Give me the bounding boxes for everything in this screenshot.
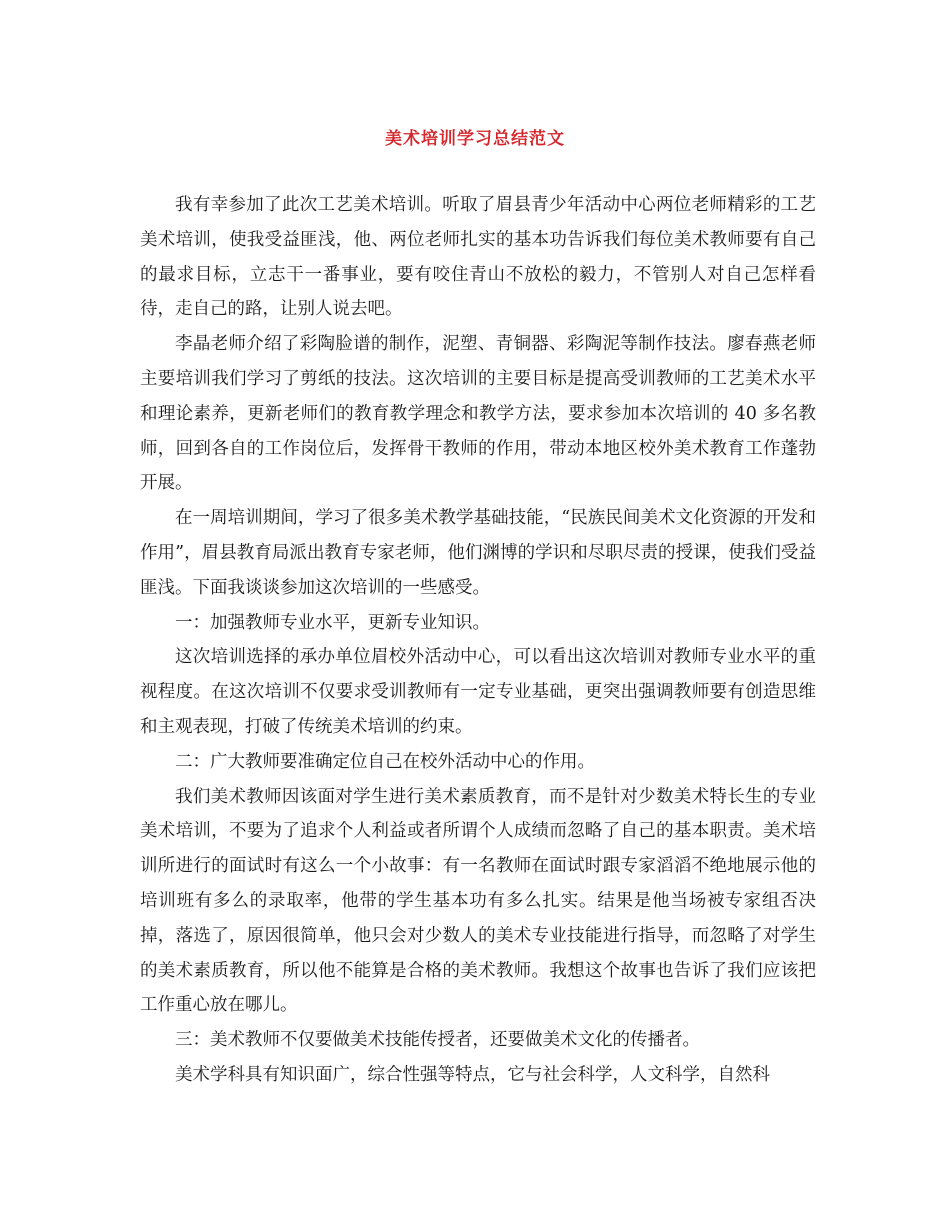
document-body xyxy=(140,188,816,1093)
document-title: 美术培训学习总结范文 xyxy=(385,129,565,149)
paragraph-section-one: 这次培训选择的承办单位眉校外活动中心，可以看出这次培训对教师专业水平的重视程度。在这次培训不仅要求受训教师有一定专业基础，更突出强调教师要有创造思维和主观表现，打破了传统美术培训的约束。 xyxy=(140,647,816,737)
paragraph-intro: 我有幸参加了此次工艺美术培训。听取了眉县青少年活动中心两位老师精彩的工艺美术培训，使我受益匪浅，他、两位老师扎实的基本功告诉我们每位美术教师要有自己的最求目标，立志干一番事业，要有咬住青山不放松的毅力，不管别人对自己怎样看待，走自己的路，让别人说去吧。 xyxy=(140,195,816,320)
paragraph-training-period: 在一周培训期间，学习了很多美术教学基础技能，“民族民间美术文化资源的开发和作用”，眉县教育局派出教育专家老师，他们渊博的学识和尽职尽责的授课，使我们受益匪浅。下面我谈谈参加这次培训的一些感受。 xyxy=(140,508,816,598)
paragraph-section-two: 我们美术教师因该面对学生进行美术素质教育，而不是针对少数美术特长生的专业美术培训，不要为了追求个人利益或者所谓个人成绩而忽略了自己的基本职责。美术培训所进行的面试时有这么一个小故事：有一名教师在面试时跟专家滔滔不绝地展示他的培训班有多么的录取率，他带的学生基本功有多么扎实。结果是他当场被专家组否决掉，落选了，原因很简单，他只会对少数人的美术专业技能进行指导，而忽略了对学生的美术素质教育，所以他不能算是合格的美术教师。我想这个故事也告诉了我们应该把工作重心放在哪儿。 xyxy=(140,786,816,1016)
paragraph-section-three: 美术学科具有知识面广，综合性强等特点，它与社会科学，人文科学，自然科 xyxy=(175,1064,770,1085)
paragraph-training-content: 李晶老师介绍了彩陶脸谱的制作，泥塑、青铜器、彩陶泥等制作技法。廖春燕老师主要培训我们学习了剪纸的技法。这次培训的主要目标是提高受训教师的工艺美术水平和理论素养，更新老师们的教育教学理念和教学方法，要求参加本次培训的 40 多名教师，回到各自的工作岗位后，发挥骨干教师的作用，带动本地区校外美术教育工作蓬勃开展。 xyxy=(140,334,816,494)
section-heading-three: 三：美术教师不仅要做美术技能传授者，还要做美术文化的传播者。 xyxy=(175,1030,700,1051)
section-heading-two: 二：广大教师要准确定位自己在校外活动中心的作用。 xyxy=(175,751,595,772)
section-heading-one: 一：加强教师专业水平，更新专业知识。 xyxy=(175,612,490,633)
